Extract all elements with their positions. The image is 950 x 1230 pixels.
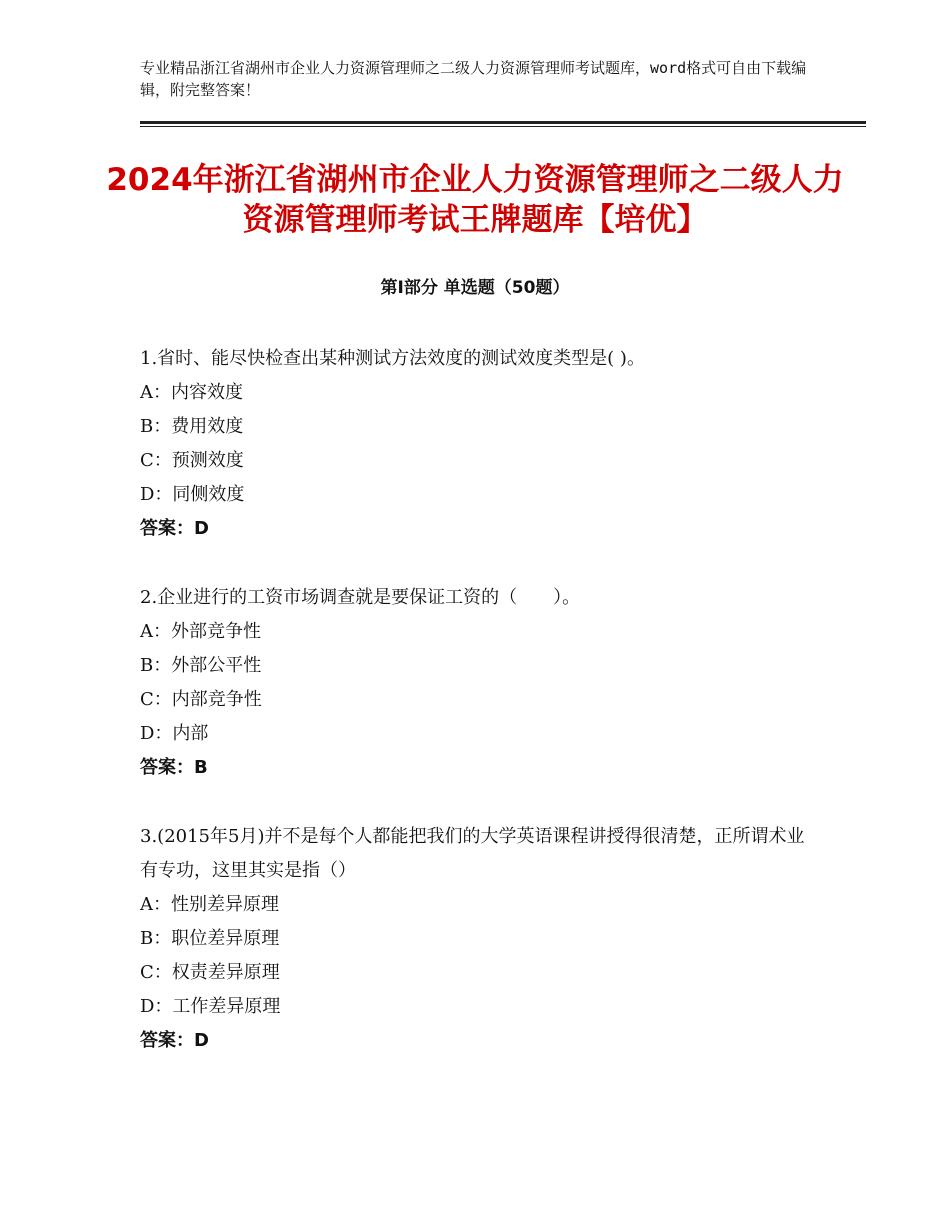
option-a: A：内容效度 [140, 382, 243, 403]
document-title: 2024年浙江省湖州市企业人力资源管理师之二级人力资源管理师考试王牌题库【培优】 [106, 162, 844, 238]
option-b: B：外部公平性 [140, 655, 262, 676]
option-d: D：同侧效度 [140, 484, 245, 505]
answer-label: 答案：D [140, 1030, 209, 1051]
header-note: 专业精品浙江省湖州市企业人力资源管理师之二级人力资源管理师考试题库，word格式可自由下载编辑，附完整答案！ [140, 59, 807, 99]
answer-label: 答案：B [140, 757, 208, 778]
option-b: B：费用效度 [140, 416, 244, 437]
answer-label: 答案：D [140, 518, 209, 539]
option-c: C：预测效度 [140, 450, 244, 471]
question-1 [140, 342, 820, 546]
question-text: 1.省时、能尽快检查出某种测试方法效度的测试效度类型是( )。 [140, 348, 645, 369]
question-3 [140, 820, 820, 1058]
option-b: B：职位差异原理 [140, 928, 280, 949]
option-d: D：工作差异原理 [140, 996, 281, 1017]
question-2 [140, 581, 820, 785]
question-text: 2.企业进行的工资市场调查就是要保证工资的（ ）。 [140, 587, 581, 608]
option-a: A：性别差异原理 [140, 894, 279, 915]
option-c: C：内部竞争性 [140, 689, 262, 710]
header-divider-thick [140, 121, 866, 124]
question-text: 3.(2015年5月)并不是每个人都能把我们的大学英语课程讲授得很清楚，正所谓术业有专功，这里其实是指（） [140, 826, 805, 881]
option-c: C：权责差异原理 [140, 962, 280, 983]
option-d: D：内部 [140, 723, 209, 744]
section-title: 第Ⅰ部分 单选题（50题） [380, 278, 570, 298]
option-a: A：外部竞争性 [140, 621, 261, 642]
header-divider-thin [140, 126, 866, 127]
